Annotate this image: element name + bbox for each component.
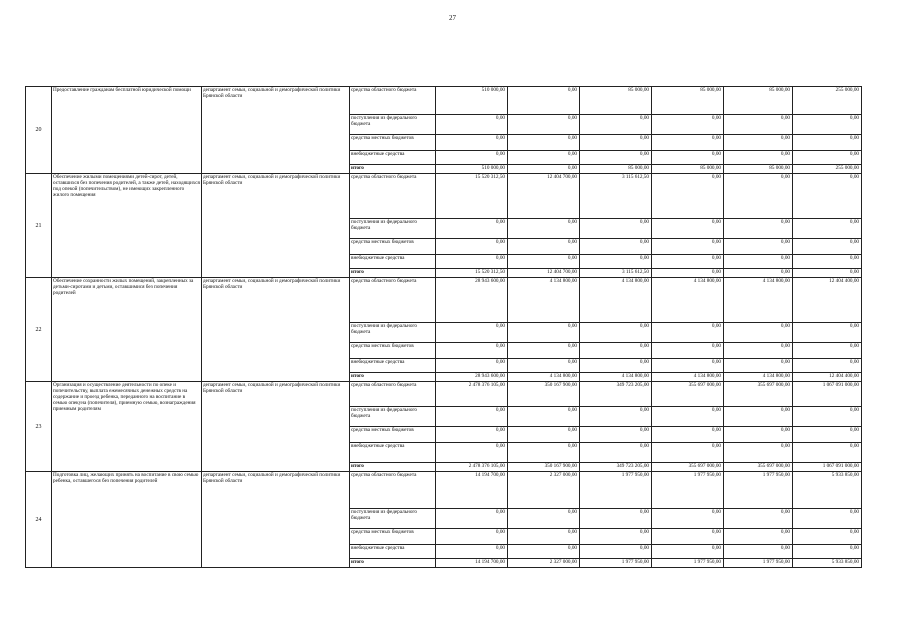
amount-cell: 0,00 bbox=[508, 509, 580, 529]
amount-cell: 0,00 bbox=[793, 545, 862, 559]
amount-cell: 510 000,00 bbox=[436, 165, 508, 174]
amount-cell: 14 194 700,00 bbox=[436, 559, 508, 568]
funding-source: итого bbox=[350, 269, 436, 278]
amount-cell: 28 943 600,00 bbox=[436, 278, 508, 323]
amount-cell: 0,00 bbox=[580, 545, 652, 559]
page-number: 27 bbox=[449, 14, 456, 22]
funding-source: внебюджетные средства bbox=[350, 545, 436, 559]
amount-cell: 0,00 bbox=[652, 545, 724, 559]
amount-cell: 3 115 612,50 bbox=[580, 269, 652, 278]
amount-cell: 0,00 bbox=[652, 427, 724, 443]
executor: департамент семьи, социальной и демографической политики Брянской области bbox=[202, 87, 350, 174]
amount-cell: 0,00 bbox=[436, 509, 508, 529]
amount-cell: 0,00 bbox=[436, 359, 508, 373]
amount-cell: 0,00 bbox=[793, 529, 862, 545]
amount-cell: 355 697 000,00 bbox=[652, 382, 724, 407]
amount-cell: 5 933 850,00 bbox=[793, 472, 862, 509]
executor: департамент семьи, социальной и демографической политики Брянской области bbox=[202, 174, 350, 278]
amount-cell: 0,00 bbox=[436, 343, 508, 359]
amount-cell: 0,00 bbox=[436, 219, 508, 239]
amount-cell: 0,00 bbox=[724, 343, 793, 359]
source-row bbox=[26, 382, 862, 407]
amount-cell: 0,00 bbox=[652, 219, 724, 239]
amount-cell: 0,00 bbox=[436, 115, 508, 135]
amount-cell: 12 404 400,00 bbox=[793, 373, 862, 382]
funding-source: поступления из федерального бюджета bbox=[350, 115, 436, 135]
amount-cell: 15 520 312,50 bbox=[436, 269, 508, 278]
funding-source: средства местных бюджетов bbox=[350, 427, 436, 443]
amount-cell: 0,00 bbox=[793, 443, 862, 463]
amount-cell: 85 000,00 bbox=[652, 87, 724, 115]
item-number: 20 bbox=[26, 87, 52, 174]
funding-source: средства областного бюджета bbox=[350, 87, 436, 115]
amount-cell: 0,00 bbox=[652, 407, 724, 427]
amount-cell: 0,00 bbox=[508, 115, 580, 135]
item-name: Предоставление гражданам бесплатной юридической помощи bbox=[52, 87, 202, 174]
amount-cell: 0,00 bbox=[580, 151, 652, 165]
funding-source: поступления из федерального бюджета bbox=[350, 219, 436, 239]
amount-cell: 4 134 800,00 bbox=[652, 278, 724, 323]
funding-source: итого bbox=[350, 165, 436, 174]
source-row bbox=[26, 174, 862, 219]
amount-cell: 0,00 bbox=[793, 219, 862, 239]
amount-cell: 0,00 bbox=[724, 219, 793, 239]
source-row bbox=[26, 472, 862, 509]
amount-cell: 1 977 950,00 bbox=[724, 559, 793, 568]
amount-cell: 349 723 205,00 bbox=[580, 463, 652, 472]
amount-cell: 1 977 950,00 bbox=[724, 472, 793, 509]
amount-cell: 0,00 bbox=[652, 323, 724, 343]
amount-cell: 0,00 bbox=[580, 407, 652, 427]
amount-cell: 0,00 bbox=[652, 343, 724, 359]
amount-cell: 85 000,00 bbox=[724, 87, 793, 115]
amount-cell: 4 134 800,00 bbox=[580, 373, 652, 382]
amount-cell: 0,00 bbox=[580, 509, 652, 529]
amount-cell: 0,00 bbox=[580, 219, 652, 239]
funding-source: средства областного бюджета bbox=[350, 472, 436, 509]
amount-cell: 2 478 376 105,00 bbox=[436, 382, 508, 407]
amount-cell: 0,00 bbox=[652, 115, 724, 135]
amount-cell: 0,00 bbox=[724, 269, 793, 278]
amount-cell: 4 134 800,00 bbox=[652, 373, 724, 382]
amount-cell: 0,00 bbox=[652, 269, 724, 278]
funding-source: поступления из федерального бюджета bbox=[350, 323, 436, 343]
amount-cell: 0,00 bbox=[724, 529, 793, 545]
amount-cell: 12 404 700,00 bbox=[508, 174, 580, 219]
amount-cell: 0,00 bbox=[580, 115, 652, 135]
amount-cell: 0,00 bbox=[724, 359, 793, 373]
amount-cell: 0,00 bbox=[436, 255, 508, 269]
amount-cell: 0,00 bbox=[793, 239, 862, 255]
amount-cell: 0,00 bbox=[580, 239, 652, 255]
amount-cell: 85 000,00 bbox=[580, 165, 652, 174]
amount-cell: 4 134 800,00 bbox=[508, 373, 580, 382]
amount-cell: 510 000,00 bbox=[436, 87, 508, 115]
funding-source: внебюджетные средства bbox=[350, 255, 436, 269]
amount-cell: 0,00 bbox=[436, 239, 508, 255]
amount-cell: 85 000,00 bbox=[724, 165, 793, 174]
amount-cell: 2 327 000,00 bbox=[508, 559, 580, 568]
amount-cell: 0,00 bbox=[793, 255, 862, 269]
amount-cell: 350 167 900,00 bbox=[508, 382, 580, 407]
amount-cell: 0,00 bbox=[508, 135, 580, 151]
amount-cell: 355 697 000,00 bbox=[724, 463, 793, 472]
amount-cell: 1 977 950,00 bbox=[580, 559, 652, 568]
amount-cell: 0,00 bbox=[508, 443, 580, 463]
funding-source: итого bbox=[350, 559, 436, 568]
funding-source: средства местных бюджетов bbox=[350, 135, 436, 151]
amount-cell: 255 000,00 bbox=[793, 87, 862, 115]
amount-cell: 349 723 205,00 bbox=[580, 382, 652, 407]
amount-cell: 0,00 bbox=[508, 427, 580, 443]
funding-source: итого bbox=[350, 463, 436, 472]
amount-cell: 0,00 bbox=[724, 151, 793, 165]
executor: департамент семьи, социальной и демографической политики Брянской области bbox=[202, 382, 350, 472]
amount-cell: 0,00 bbox=[652, 151, 724, 165]
amount-cell: 0,00 bbox=[793, 359, 862, 373]
budget-table bbox=[25, 86, 862, 568]
amount-cell: 0,00 bbox=[793, 269, 862, 278]
amount-cell: 0,00 bbox=[508, 323, 580, 343]
amount-cell: 0,00 bbox=[508, 255, 580, 269]
funding-source: средства местных бюджетов bbox=[350, 239, 436, 255]
amount-cell: 0,00 bbox=[793, 407, 862, 427]
funding-source: внебюджетные средства bbox=[350, 359, 436, 373]
amount-cell: 0,00 bbox=[436, 323, 508, 343]
funding-source: средства областного бюджета bbox=[350, 382, 436, 407]
amount-cell: 0,00 bbox=[508, 87, 580, 115]
item-number: 22 bbox=[26, 278, 52, 382]
amount-cell: 0,00 bbox=[580, 443, 652, 463]
amount-cell: 1 977 950,00 bbox=[652, 559, 724, 568]
amount-cell: 2 327 000,00 bbox=[508, 472, 580, 509]
funding-source: средства областного бюджета bbox=[350, 278, 436, 323]
amount-cell: 0,00 bbox=[724, 407, 793, 427]
amount-cell: 0,00 bbox=[652, 529, 724, 545]
amount-cell: 0,00 bbox=[724, 239, 793, 255]
amount-cell: 0,00 bbox=[508, 343, 580, 359]
amount-cell: 0,00 bbox=[580, 343, 652, 359]
amount-cell: 0,00 bbox=[724, 323, 793, 343]
item-name: Организация и осуществление деятельности по опеке и попечительству, выплата ежемесячных денежных средств на содержание и проезд ребенка, переданного на воспитание в семью опекуна (попечителя), приемную семью, вознаграждения приемным родителям bbox=[52, 382, 202, 472]
amount-cell: 4 134 800,00 bbox=[580, 278, 652, 323]
item-number: 23 bbox=[26, 382, 52, 472]
amount-cell: 0,00 bbox=[652, 509, 724, 529]
amount-cell: 0,00 bbox=[793, 115, 862, 135]
amount-cell: 0,00 bbox=[724, 443, 793, 463]
amount-cell: 0,00 bbox=[580, 529, 652, 545]
amount-cell: 12 404 700,00 bbox=[508, 269, 580, 278]
amount-cell: 0,00 bbox=[580, 359, 652, 373]
amount-cell: 5 933 850,00 bbox=[793, 559, 862, 568]
item-name: Подготовка лиц, желающих принять на воспитание в свою семью ребенка, оставшегося без попечения родителей bbox=[52, 472, 202, 568]
amount-cell: 0,00 bbox=[724, 427, 793, 443]
amount-cell: 0,00 bbox=[508, 239, 580, 255]
amount-cell: 0,00 bbox=[724, 255, 793, 269]
amount-cell: 4 134 800,00 bbox=[724, 373, 793, 382]
amount-cell: 2 478 376 105,00 bbox=[436, 463, 508, 472]
amount-cell: 0,00 bbox=[436, 529, 508, 545]
amount-cell: 0,00 bbox=[580, 135, 652, 151]
amount-cell: 4 134 800,00 bbox=[724, 278, 793, 323]
amount-cell: 0,00 bbox=[508, 151, 580, 165]
amount-cell: 15 520 312,50 bbox=[436, 174, 508, 219]
source-row bbox=[26, 87, 862, 115]
amount-cell: 0,00 bbox=[580, 255, 652, 269]
amount-cell: 0,00 bbox=[793, 135, 862, 151]
funding-source: итого bbox=[350, 373, 436, 382]
amount-cell: 0,00 bbox=[580, 427, 652, 443]
executor: департамент семьи, социальной и демографической политики Брянской области bbox=[202, 472, 350, 568]
amount-cell: 0,00 bbox=[652, 174, 724, 219]
amount-cell: 0,00 bbox=[508, 219, 580, 239]
amount-cell: 0,00 bbox=[436, 443, 508, 463]
amount-cell: 0,00 bbox=[724, 509, 793, 529]
amount-cell: 0,00 bbox=[652, 239, 724, 255]
amount-cell: 355 697 000,00 bbox=[652, 463, 724, 472]
amount-cell: 85 000,00 bbox=[580, 87, 652, 115]
amount-cell: 0,00 bbox=[652, 135, 724, 151]
amount-cell: 12 404 400,00 bbox=[793, 278, 862, 323]
amount-cell: 14 194 700,00 bbox=[436, 472, 508, 509]
amount-cell: 355 697 000,00 bbox=[724, 382, 793, 407]
amount-cell: 350 167 900,00 bbox=[508, 463, 580, 472]
funding-source: средства местных бюджетов bbox=[350, 343, 436, 359]
funding-source: внебюджетные средства bbox=[350, 151, 436, 165]
amount-cell: 0,00 bbox=[724, 115, 793, 135]
amount-cell: 0,00 bbox=[793, 427, 862, 443]
item-name: Обеспечение жилыми помещениями детей-сирот, детей, оставшихся без попечения родителей, а также детей, находящихся под опекой (попечительством), не имеющих закрепленного жилого помещения bbox=[52, 174, 202, 278]
item-number: 24 bbox=[26, 472, 52, 568]
funding-source: поступления из федерального бюджета bbox=[350, 509, 436, 529]
amount-cell: 0,00 bbox=[436, 135, 508, 151]
amount-cell: 0,00 bbox=[652, 359, 724, 373]
funding-source: средства областного бюджета bbox=[350, 174, 436, 219]
amount-cell: 0,00 bbox=[724, 545, 793, 559]
amount-cell: 0,00 bbox=[508, 165, 580, 174]
amount-cell: 0,00 bbox=[508, 359, 580, 373]
funding-source: внебюджетные средства bbox=[350, 443, 436, 463]
amount-cell: 0,00 bbox=[436, 427, 508, 443]
amount-cell: 1 977 950,00 bbox=[652, 472, 724, 509]
amount-cell: 0,00 bbox=[793, 323, 862, 343]
amount-cell: 0,00 bbox=[436, 151, 508, 165]
funding-source: поступления из федерального бюджета bbox=[350, 407, 436, 427]
amount-cell: 0,00 bbox=[793, 174, 862, 219]
amount-cell: 0,00 bbox=[508, 545, 580, 559]
amount-cell: 0,00 bbox=[793, 343, 862, 359]
amount-cell: 4 134 800,00 bbox=[508, 278, 580, 323]
amount-cell: 0,00 bbox=[436, 407, 508, 427]
amount-cell: 255 000,00 bbox=[793, 165, 862, 174]
amount-cell: 1 977 950,00 bbox=[580, 472, 652, 509]
amount-cell: 0,00 bbox=[508, 529, 580, 545]
amount-cell: 0,00 bbox=[508, 407, 580, 427]
item-name: Обеспечение сохранности жилых помещений, закрепленных за детьми-сиротами и детьми, оставшимися без попечения родителей bbox=[52, 278, 202, 382]
amount-cell: 28 943 600,00 bbox=[436, 373, 508, 382]
amount-cell: 0,00 bbox=[580, 323, 652, 343]
amount-cell: 0,00 bbox=[652, 255, 724, 269]
source-row bbox=[26, 278, 862, 323]
amount-cell: 85 000,00 bbox=[652, 165, 724, 174]
executor: департамент семьи, социальной и демографической политики Брянской области bbox=[202, 278, 350, 382]
amount-cell: 0,00 bbox=[652, 443, 724, 463]
amount-cell: 1 067 091 000,00 bbox=[793, 463, 862, 472]
item-number: 21 bbox=[26, 174, 52, 278]
amount-cell: 0,00 bbox=[793, 151, 862, 165]
amount-cell: 0,00 bbox=[724, 174, 793, 219]
amount-cell: 3 115 612,50 bbox=[580, 174, 652, 219]
amount-cell: 1 067 091 000,00 bbox=[793, 382, 862, 407]
amount-cell: 0,00 bbox=[724, 135, 793, 151]
funding-source: средства местных бюджетов bbox=[350, 529, 436, 545]
amount-cell: 0,00 bbox=[793, 509, 862, 529]
amount-cell: 0,00 bbox=[436, 545, 508, 559]
